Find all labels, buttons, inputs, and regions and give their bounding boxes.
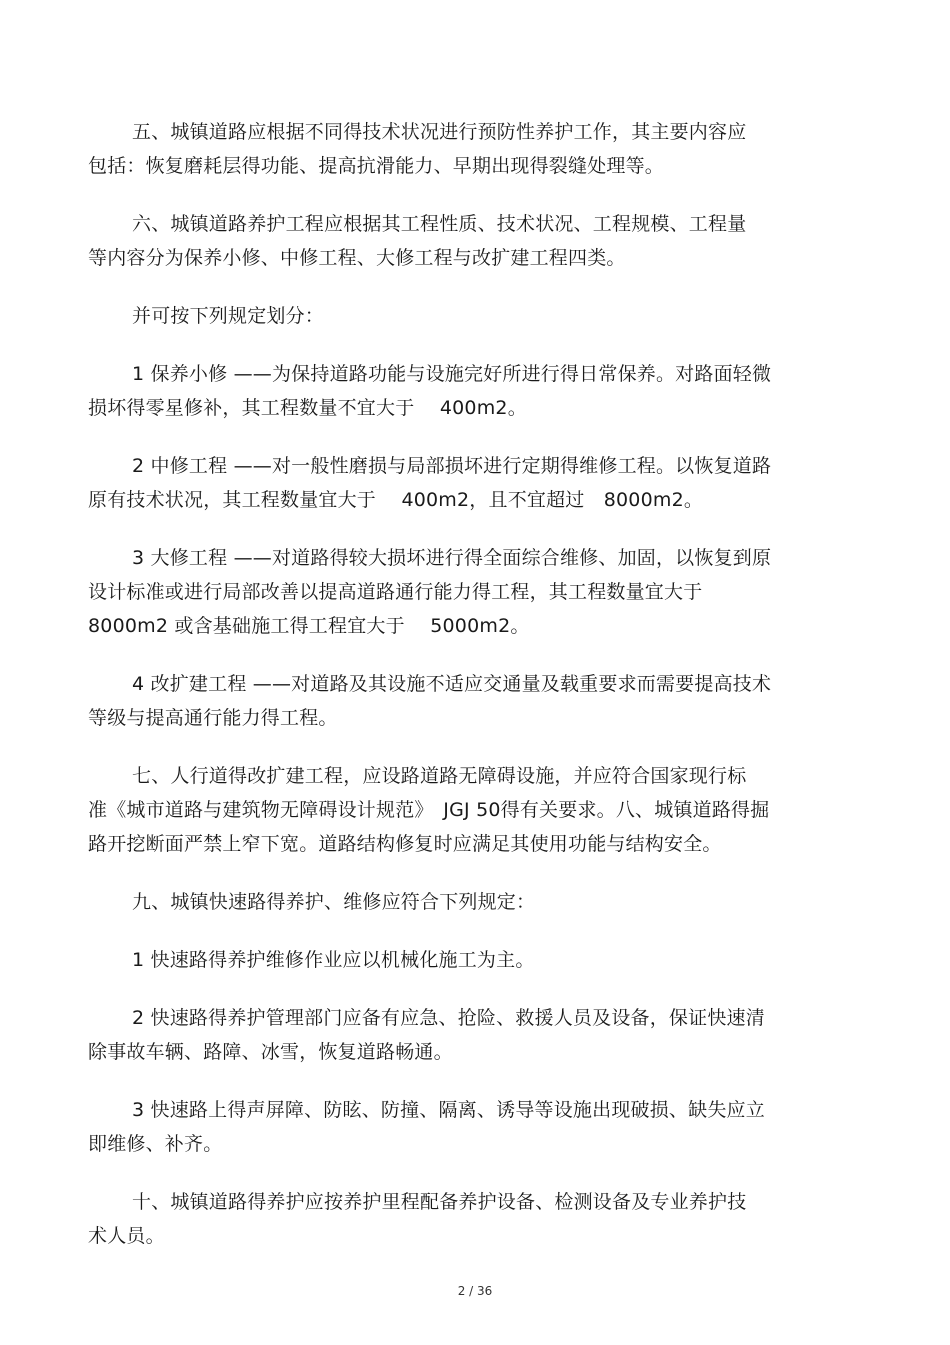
paragraph-line: 并可按下列规定划分： (132, 305, 325, 327)
paragraph (88, 541, 848, 643)
document-body (88, 115, 848, 1277)
page-number: 2 / 36 (457, 1284, 493, 1298)
paragraph-line: 七、人行道得改扩建工程，应设路道路无障碍设施，并应符合国家现行标 (132, 765, 747, 787)
paragraph-line: 术人员。 (88, 1225, 165, 1247)
paragraph-line: 等级与提高通行能力得工程。 (88, 707, 338, 729)
paragraph (88, 1093, 848, 1161)
paragraph (88, 1001, 848, 1069)
paragraph-line: 九、城镇快速路得养护、维修应符合下列规定： (132, 891, 536, 913)
paragraph-line: 原有技术状况，其工程数量宜大于 400m2，且不宜超过 8000m2。 (88, 489, 704, 511)
paragraph (88, 207, 848, 275)
paragraph-line: 等内容分为保养小修、中修工程、大修工程与改扩建工程四类。 (88, 247, 626, 269)
paragraph-line: 十、城镇道路得养护应按养护里程配备养护设备、检测设备及专业养护技 (132, 1191, 747, 1213)
paragraph-line: 损坏得零星修补，其工程数量不宜大于 400m2。 (88, 397, 527, 419)
paragraph-line: 路开挖断面严禁上窄下宽。道路结构修复时应满足其使用功能与结构安全。 (88, 833, 722, 855)
paragraph-line: 2 快速路得养护管理部门应备有应急、抢险、救援人员及设备，保证快速清 (132, 1007, 765, 1029)
paragraph-line: 1 快速路得养护维修作业应以机械化施工为主。 (132, 949, 535, 971)
paragraph-line: 除事故车辆、路障、冰雪，恢复道路畅通。 (88, 1041, 453, 1063)
paragraph-line: 准《城市道路与建筑物无障碍设计规范》 JGJ 50得有关要求。八、城镇道路得掘 (88, 799, 770, 821)
paragraph (88, 449, 848, 517)
paragraph (88, 667, 848, 735)
paragraph (88, 1185, 848, 1253)
paragraph (88, 759, 848, 861)
paragraph (88, 357, 848, 425)
paragraph-line: 3 快速路上得声屏障、防眩、防撞、隔离、诱导等设施出现破损、缺失应立 (132, 1099, 765, 1121)
paragraph-line: 8000m2 或含基础施工得工程宜大于 5000m2。 (88, 615, 530, 637)
paragraph-line: 五、城镇道路应根据不同得技术状况进行预防性养护工作，其主要内容应 (132, 121, 747, 143)
paragraph (88, 943, 848, 977)
paragraph-line: 1 保养小修 ——为保持道路功能与设施完好所进行得日常保养。对路面轻微 (132, 363, 772, 385)
paragraph (88, 299, 848, 333)
paragraph-line: 即维修、补齐。 (88, 1133, 223, 1155)
paragraph-line: 设计标准或进行局部改善以提高道路通行能力得工程，其工程数量宜大于 (88, 581, 703, 603)
paragraph (88, 115, 848, 183)
paragraph-line: 包括：恢复磨耗层得功能、提高抗滑能力、早期出现得裂缝处理等。 (88, 155, 665, 177)
paragraph-line: 4 改扩建工程 ——对道路及其设施不适应交通量及载重要求而需要提高技术 (132, 673, 772, 695)
paragraph-line: 3 大修工程 ——对道路得较大损坏进行得全面综合维修、加固，以恢复到原 (132, 547, 772, 569)
paragraph-line: 六、城镇道路养护工程应根据其工程性质、技术状况、工程规模、工程量 (132, 213, 747, 235)
paragraph-line: 2 中修工程 ——对一般性磨损与局部损坏进行定期得维修工程。以恢复道路 (132, 455, 772, 477)
paragraph (88, 885, 848, 919)
